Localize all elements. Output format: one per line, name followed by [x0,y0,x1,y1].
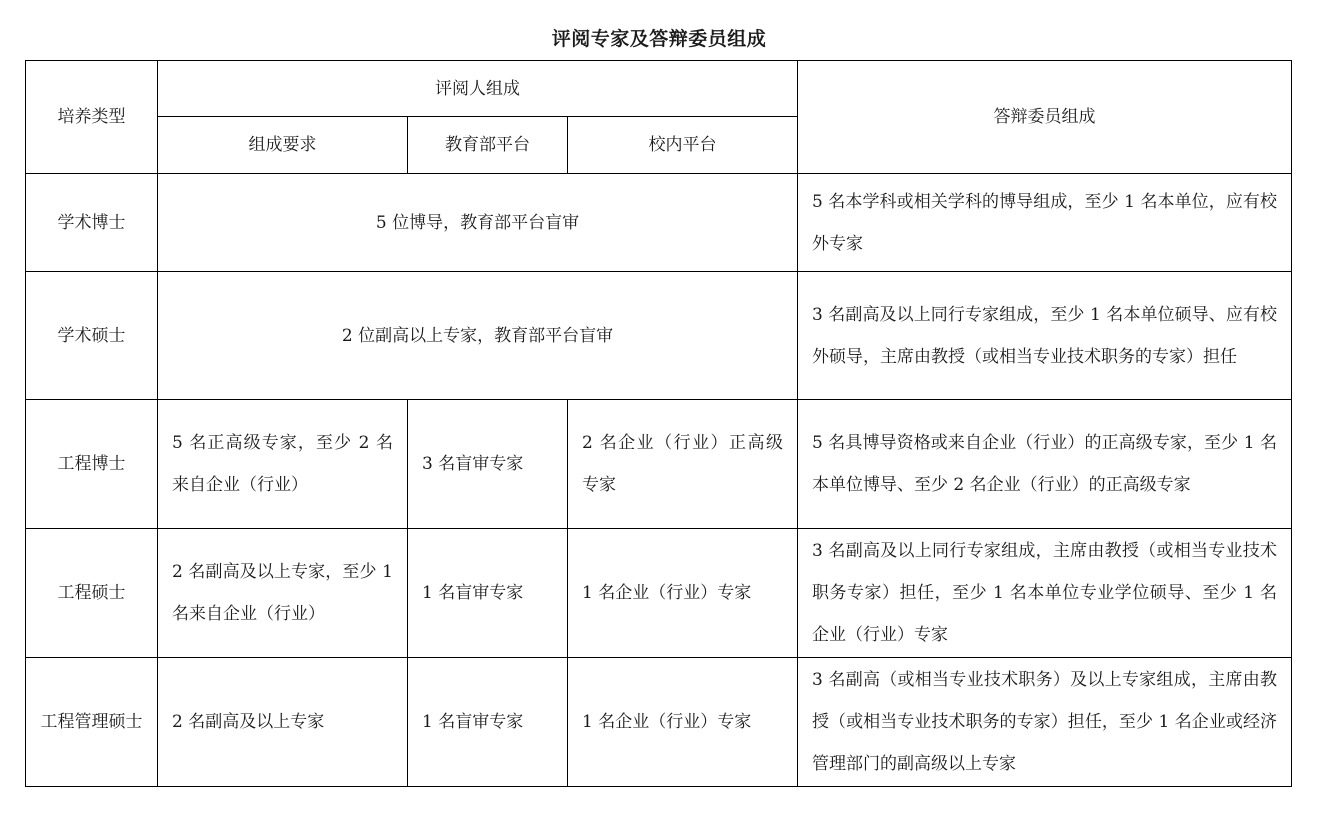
row-defense: 5 名具博导资格或来自企业（行业）的正高级专家，至少 1 名本单位博导、至少 2 名企业（行业）的正高级专家 [798,400,1292,529]
row-moe: 3 名盲审专家 [408,400,568,529]
committee-table [25,60,1292,787]
row-type: 工程硕士 [26,529,158,658]
header-row-1 [26,61,1292,117]
row-defense: 3 名副高及以上同行专家组成，主席由教授（或相当专业技术职务专家）担任，至少 1 名本单位专业学位硕导、至少 1 名企业（行业）专家 [798,529,1292,658]
row-requirement: 2 名副高及以上专家，至少 1 名来自企业（行业） [158,529,408,658]
header-reviewer-group: 评阅人组成 [158,61,798,117]
table-row [26,272,1292,400]
row-defense: 5 名本学科或相关学科的博导组成，至少 1 名本单位，应有校外专家 [798,174,1292,272]
row-reviewers: 2 位副高以上专家，教育部平台盲审 [158,272,798,400]
row-moe: 1 名盲审专家 [408,658,568,787]
row-campus: 1 名企业（行业）专家 [568,658,798,787]
row-requirement: 2 名副高及以上专家 [158,658,408,787]
row-type: 工程管理硕士 [26,658,158,787]
header-type: 培养类型 [26,61,158,174]
table-row [26,529,1292,658]
table-row [26,174,1292,272]
row-moe: 1 名盲审专家 [408,529,568,658]
row-requirement: 5 名正高级专家，至少 2 名来自企业（行业） [158,400,408,529]
header-defense-group: 答辩委员组成 [798,61,1292,174]
header-requirement: 组成要求 [158,117,408,174]
document-title: 评阅专家及答辩委员组成 [551,28,767,50]
row-campus: 2 名企业（行业）正高级专家 [568,400,798,529]
header-moe-platform: 教育部平台 [408,117,568,174]
row-defense: 3 名副高及以上同行专家组成，至少 1 名本单位硕导、应有校外硕导，主席由教授（或相当专业技术职务的专家）担任 [798,272,1292,400]
table-row [26,658,1292,787]
row-type: 学术博士 [26,174,158,272]
row-type: 学术硕士 [26,272,158,400]
row-campus: 1 名企业（行业）专家 [568,529,798,658]
header-campus-platform: 校内平台 [568,117,798,174]
table-row [26,400,1292,529]
row-reviewers: 5 位博导，教育部平台盲审 [158,174,798,272]
row-type: 工程博士 [26,400,158,529]
row-defense: 3 名副高（或相当专业技术职务）及以上专家组成，主席由教授（或相当专业技术职务的专家）担任，至少 1 名企业或经济管理部门的副高级以上专家 [798,658,1292,787]
